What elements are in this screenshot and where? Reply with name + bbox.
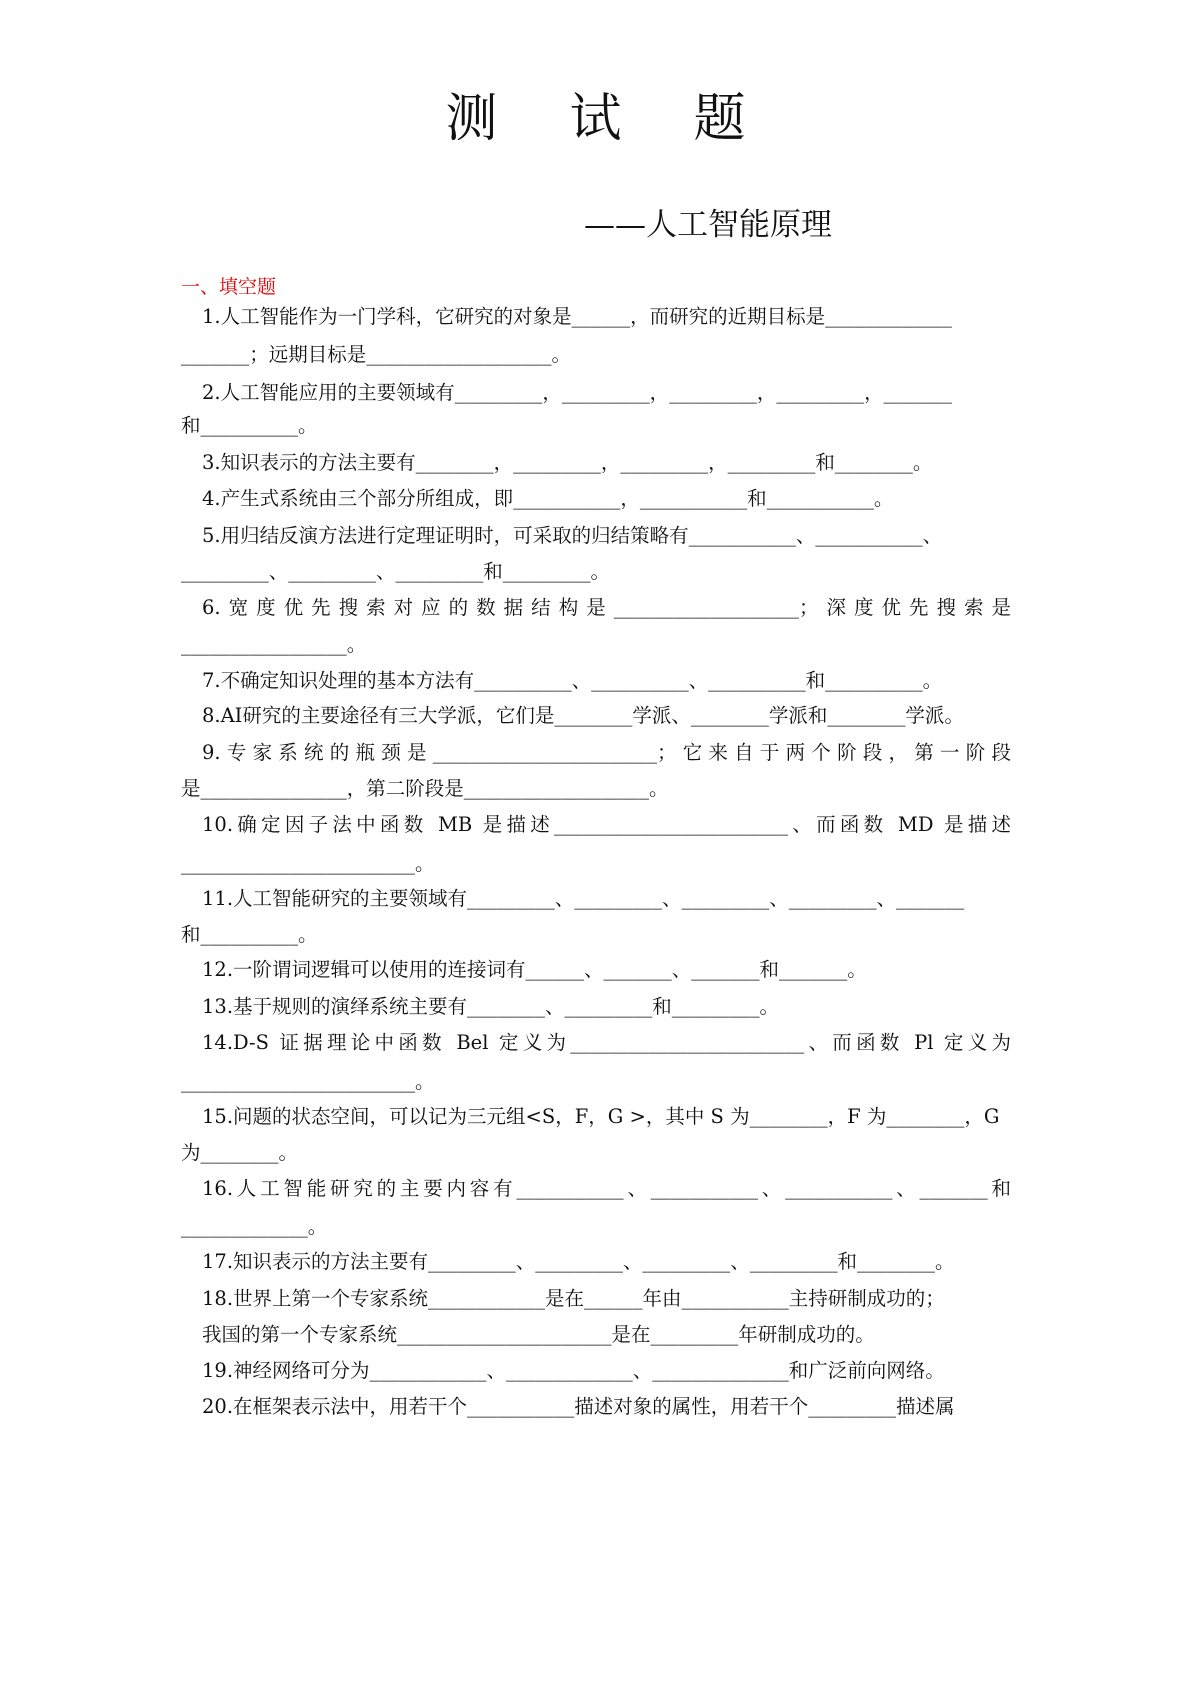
question-line: 9.专家系统的瓶颈是_______________________；它来自于两个阶段，第一阶段 — [202, 741, 1011, 764]
question-line: 6.宽度优先搜索对应的数据结构是___________________；深度优先搜索是 — [202, 596, 1011, 619]
title-char: 题 — [693, 89, 746, 149]
page-subtitle: ——人工智能原理 — [584, 207, 832, 243]
question-line: _________、_________、_________和_________。 — [181, 560, 610, 583]
title-char: 测 — [445, 89, 498, 149]
question-line: 和__________。 — [181, 414, 318, 437]
question-line: 16.人工智能研究的主要内容有___________、___________、___________、_______和 — [202, 1177, 1011, 1200]
question-line: 19.神经网络可分为____________、_____________、______________和广泛前向网络。 — [202, 1359, 945, 1382]
question-line: 3.知识表示的方法主要有________，_________，_________，_________和________。 — [202, 451, 933, 474]
question-line: 14.D-S 证据理论中函数 Bel 定义为________________________、而函数 Pl 定义为 — [202, 1031, 1011, 1054]
question-line: 15.问题的状态空间，可以记为三元组<S，F，G >，其中 S 为________，F 为________，G — [202, 1105, 1000, 1128]
title-char: 试 — [569, 89, 622, 149]
page-title — [0, 84, 1191, 154]
question-line: 10.确定因子法中函数 MB 是描述________________________、而函数 MD 是描述 — [202, 813, 1011, 836]
question-line: ________________________。 — [181, 1070, 435, 1093]
question-line: 1.人工智能作为一门学科，它研究的对象是______，而研究的近期目标是_____________ — [202, 305, 952, 328]
question-line: 我国的第一个专家系统______________________是在_________年研制成功的。 — [202, 1323, 875, 1346]
question-line: 为________。 — [181, 1141, 299, 1164]
question-line: 12.一阶谓词逻辑可以使用的连接词有______、_______、_______和_______。 — [202, 958, 867, 981]
question-line: 是_______________，第二阶段是___________________。 — [181, 777, 669, 800]
question-line: 2.人工智能应用的主要领域有_________，_________，_________，_________，_______ — [202, 381, 952, 404]
question-line: 13.基于规则的演绎系统主要有________、_________和_________。 — [202, 995, 780, 1018]
question-line: ________________________。 — [181, 852, 435, 875]
question-line: _________________。 — [181, 633, 367, 656]
question-line: 和__________。 — [181, 923, 318, 946]
question-line: _______；远期目标是___________________。 — [181, 343, 572, 366]
question-line: 8.AI研究的主要途径有三大学派，它们是________学派、________学派和________学派。 — [202, 704, 964, 727]
question-line: 11.人工智能研究的主要领域有_________、_________、_________、_________、_______ — [202, 887, 965, 910]
question-line: _____________。 — [181, 1215, 328, 1238]
section-heading: 一、填空题 — [181, 276, 277, 298]
question-line: 7.不确定知识处理的基本方法有__________、__________、__________和__________。 — [202, 669, 943, 692]
question-line: 20.在框架表示法中，用若干个___________描述对象的属性，用若干个_________描述属 — [202, 1395, 955, 1418]
question-line: 4.产生式系统由三个部分所组成，即___________，___________和___________。 — [202, 487, 894, 510]
question-line: 18.世界上第一个专家系统____________是在______年由___________主持研制成功的； — [202, 1287, 945, 1310]
question-line: 5.用归结反演方法进行定理证明时，可采取的归结策略有___________、___________、 — [202, 524, 943, 547]
question-line: 17.知识表示的方法主要有_________、_________、_________、_________和________。 — [202, 1250, 955, 1273]
